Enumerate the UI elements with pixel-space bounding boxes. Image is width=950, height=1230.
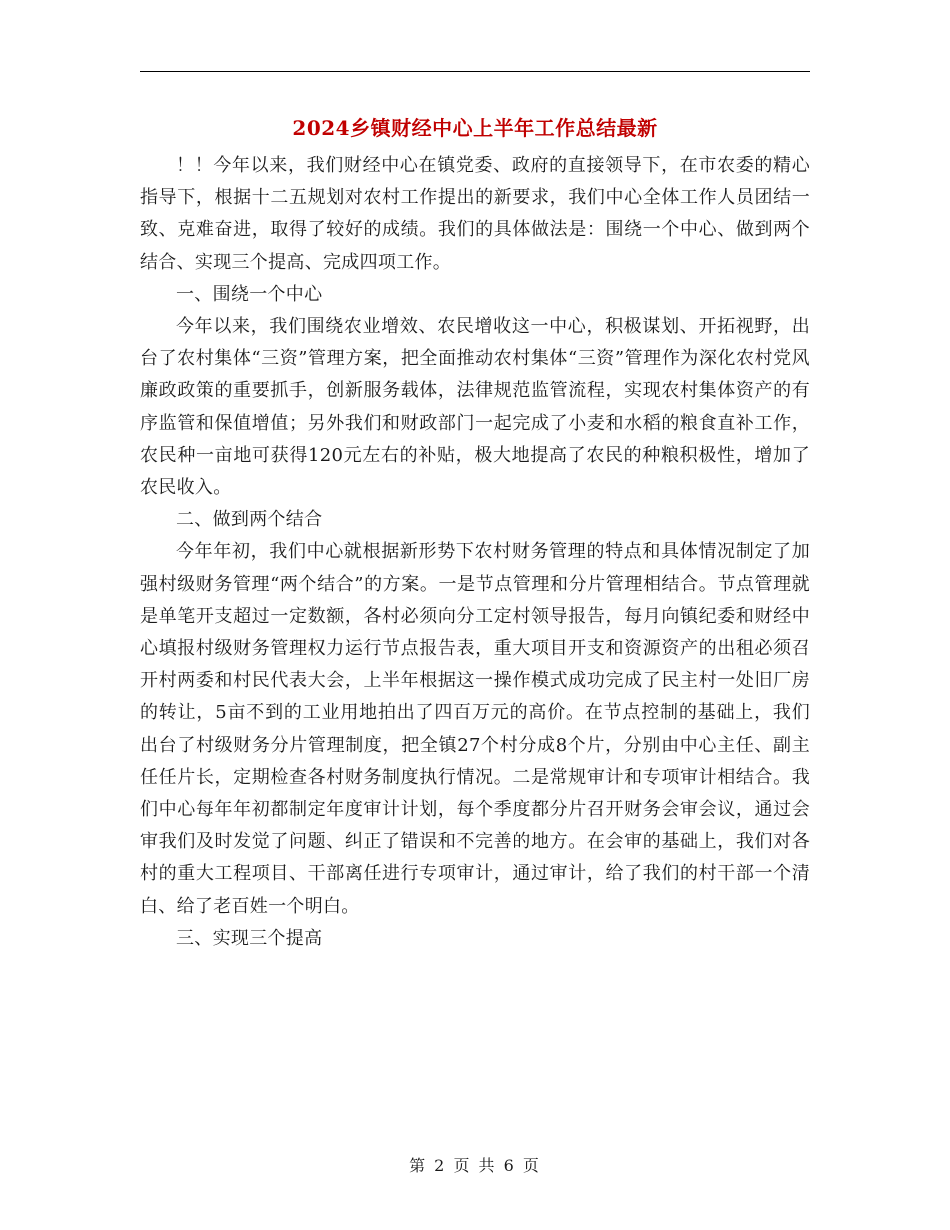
document-body: [140, 150, 810, 955]
header-rule: [140, 71, 810, 72]
intro-paragraph: ！！今年以来，我们财经中心在镇党委、政府的直接领导下，在市农委的精心指导下，根据十二五规划对农村工作提出的新要求，我们中心全体工作人员团结一致、克难奋进，取得了较好的成绩。我们的具体做法是：围绕一个中心、做到两个结合、实现三个提高、完成四项工作。: [140, 155, 810, 273]
page-footer: 第 2 页 共 6 页: [409, 1156, 541, 1175]
section-heading-3: 三、实现三个提高: [176, 927, 323, 949]
document-title: 2024乡镇财经中心上半年工作总结最新: [292, 116, 658, 140]
section-heading-2: 二、做到两个结合: [176, 509, 323, 531]
section-1-paragraph: 今年以来，我们围绕农业增效、农民增收这一中心，积极谋划、开拓视野，出台了农村集体“三资”管理方案，把全面推动农村集体“三资”管理作为深化农村党风廉政政策的重要抓手，创新服务载体，法律规范监管流程，实现农村集体资产的有序监管和保值增值；另外我们和财政部门一起完成了小麦和水稻的粮食直补工作，农民种一亩地可获得120元左右的补贴，极大地提高了农民的种粮积极性，增加了农民收入。: [140, 316, 810, 499]
section-2-paragraph: 今年年初，我们中心就根据新形势下农村财务管理的特点和具体情况制定了加强村级财务管理“两个结合”的方案。一是节点管理和分片管理相结合。节点管理就是单笔开支超过一定数额，各村必须向分工定村领导报告，每月向镇纪委和财经中心填报村级财务管理权力运行节点报告表，重大项目开支和资源资产的出租必须召开村两委和村民代表大会，上半年根据这一操作模式成功完成了民主村一处旧厂房的转让，5亩不到的工业用地拍出了四百万元的高价。在节点控制的基础上，我们出台了村级财务分片管理制度，把全镇27个村分成8个片，分别由中心主任、副主任任片长，定期检查各村财务制度执行情况。二是常规审计和专项审计相结合。我们中心每年年初都制定年度审计计划，每个季度都分片召开财务会审会议，通过会审我们及时发觉了问题、纠正了错误和不完善的地方。在会审的基础上，我们对各村的重大工程项目、干部离任进行专项审计，通过审计，给了我们的村干部一个清白、给了老百姓一个明白。: [140, 541, 810, 917]
section-heading-1: 一、围绕一个中心: [176, 283, 323, 305]
